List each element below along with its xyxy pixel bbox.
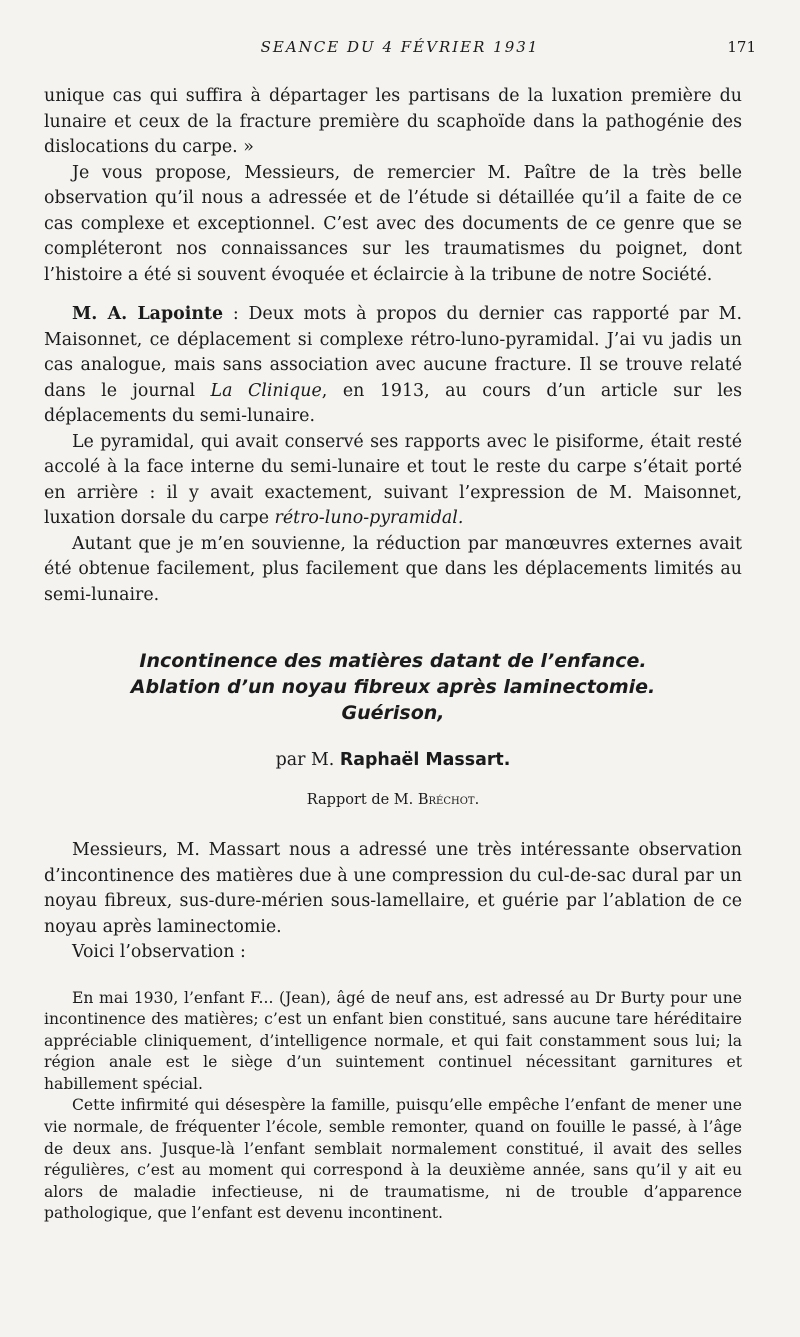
report-paragraph-1: Messieurs, M. Massart nous a adressé une très intéressante observation d’incontinence des matières due à une compression du cul-de-sac dural par un noyau fibreux, sus-dure-mérien sous-lamellaire, et guérie par l’ablation de ce noyau après laminectomie. xyxy=(44,840,742,937)
page-number: 171 xyxy=(727,38,756,56)
title-line-1: Incontinence des matières datant de l’enfance. xyxy=(139,650,647,672)
title-line-2: Ablation d’un noyau fibreux après laminectomie. xyxy=(130,676,656,698)
author-name: Raphaël Massart. xyxy=(339,750,511,770)
speaker-name: M. A. Lapointe xyxy=(72,304,224,324)
article-title xyxy=(44,648,742,726)
report-prefix: Rapport de M. xyxy=(306,792,418,808)
journal-name: La Clinique xyxy=(210,380,322,401)
running-header xyxy=(44,38,756,60)
intro-paragraph-1: unique cas qui suffira à départager les partisans de la luxation première du lunaire et ceux de la fracture première du scaphoïde dans la pathogénie des dislocations du carpe. » xyxy=(44,86,742,157)
lapointe-text-1: : Deux mots à propos du dernier cas rapporté par M. Maisonnet, ce déplacement si complexe rétro-luno-pyramidal. J’ai vu jadis un cas analogue, mais sans association avec aucune fracture. Il se trouve relaté dans le journal xyxy=(44,304,742,401)
lapointe-paragraph-2 xyxy=(44,430,742,532)
observation-block xyxy=(44,988,742,1226)
intro-paragraph-2: Je vous propose, Messieurs, de remercier M. Paître de la très belle observation qu’il nous a adressée et de l’étude si détaillée qu’il a faite de ce cas complexe et exceptionnel. C’est avec des documents de ce genre que se compléteront nos connaissances sur les traumatismes du poignet, dont l’histoire a été si souvent évoquée et éclaircie à la tribune de notre Société. xyxy=(44,162,742,285)
italic-term: rétro-luno-pyramidal. xyxy=(274,508,464,528)
report-paragraph-2: Voici l’observation : xyxy=(72,942,246,962)
observation-paragraph-1: En mai 1930, l’enfant F... (Jean), âgé de neuf ans, est adressé au Dr Burty pour une incontinence des matières; c’est un enfant bien constitué, sans aucune tare héréditaire appréciable cliniquement, d’intelligence normale, et qui fait constamment sous lui; la région anale est le siège d’un suintement continuel nécessitant garnitures et habillement spécial. xyxy=(44,988,742,1093)
running-title: SEANCE DU 4 FÉVRIER 1931 xyxy=(260,38,540,56)
lapointe-paragraph-3: Autant que je m’en souvienne, la réduction par manœuvres externes avait été obtenue facilement, plus facilement que dans les déplacements limités au semi-lunaire. xyxy=(44,533,742,605)
lapointe-paragraph-1 xyxy=(44,302,742,430)
title-line-3: Guérison, xyxy=(341,702,445,724)
reporter-name: Bréchot. xyxy=(417,792,480,808)
lapointe-text-1-end: , en 1913, au cours d’un article sur les déplacements du semi-lunaire. xyxy=(44,380,742,426)
lapointe-text-2: Le pyramidal, qui avait conservé ses rapports avec le pisiforme, était resté accolé à la face interne du semi-lunaire et tout le reste du carpe s’était porté en arrière : il y avait exactement, suivant l’expression de M. Maisonnet, luxation dorsale du carpe xyxy=(44,431,742,528)
observation-paragraph-2: Cette infirmité qui désespère la famille, puisqu’elle empêche l’enfant de mener une vie normale, de fréquenter l’école, semble remonter, quand on fouille le passé, à l’âge de deux ans. Jusque-là l’enfant semblait normalement constitué, il avait des selles régulières, c’est au moment qui correspond à la deuxième année, sans qu’il y ait eu alors de maladie infectieuse, ni de traumatisme, ni de trouble d’apparence pathologique, que l’enfant est devenu incontinent. xyxy=(44,1096,742,1223)
byline xyxy=(44,750,742,770)
report-credit xyxy=(44,792,742,808)
page-body xyxy=(44,84,742,1225)
byline-prefix: par M. xyxy=(275,750,340,770)
